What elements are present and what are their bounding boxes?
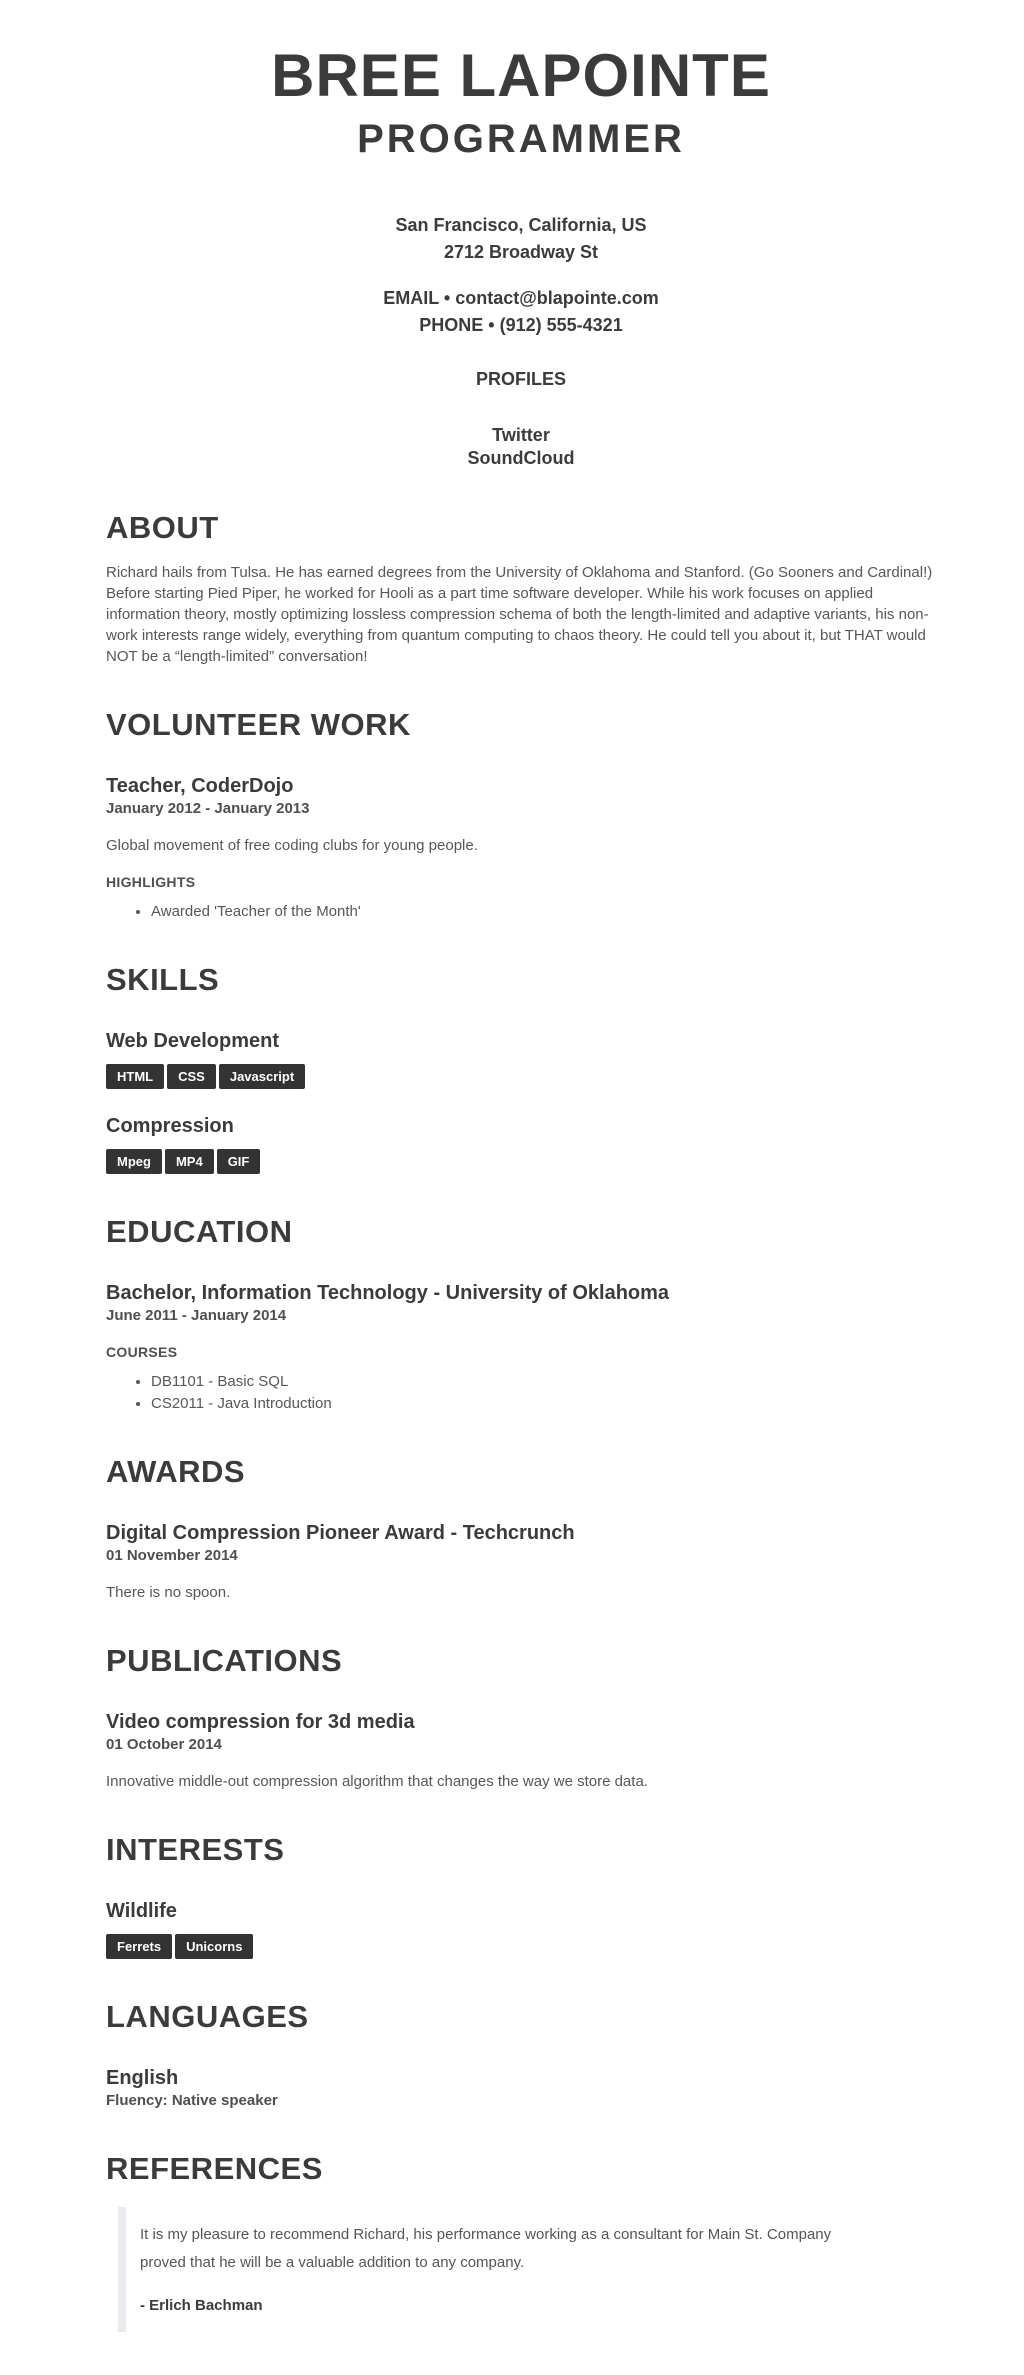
about-heading: ABOUT [106,510,219,545]
section-volunteer-work [106,707,936,922]
reference-blockquote [118,2207,936,2332]
education-heading: EDUCATION [106,1214,293,1249]
skill-keyword-chips [106,1149,936,1174]
skill-chip: MP4 [165,1149,214,1174]
contact-location: San Francisco, California, US [395,215,647,235]
skill-group-compression [106,1113,936,1174]
publication-item [106,1709,936,1792]
award-item [106,1520,936,1603]
education-item-title: Bachelor, Information Technology - University of Oklahoma [106,1282,670,1304]
skill-group-title: Compression [106,1115,234,1137]
volunteer-item-date: January 2012 - January 2013 [106,800,310,817]
education-item [106,1280,936,1414]
skill-chip: Javascript [219,1064,305,1089]
publication-item-title: Video compression for 3d media [106,1711,415,1733]
section-languages [106,1999,936,2111]
volunteer-item-title: Teacher, CoderDojo [106,775,294,797]
profile-links [106,424,936,470]
masthead [106,44,936,470]
section-publications [106,1643,936,1792]
references-heading: REFERENCES [106,2151,323,2186]
contact-street: 2712 Broadway St [443,242,599,262]
skill-chip: GIF [217,1149,261,1174]
section-about [106,510,936,667]
courses-list [106,1372,936,1414]
skill-group-title: Web Development [106,1030,279,1052]
section-interests [106,1832,936,1959]
profile-link-soundcloud[interactable]: SoundCloud [467,448,575,468]
skills-heading: SKILLS [106,962,220,997]
award-item-date: 01 November 2014 [106,1547,238,1564]
section-references [106,2151,936,2332]
about-text: Richard hails from Tulsa. He has earned degrees from the University of Oklahoma and Stanford. (Go Sooners and Cardinal!) Before starting Pied Piper, he worked for Hooli as a part time software developer. While his work focuses on applied information theory, mostly optimizing lossless compression schema of both the length-limited and adaptive variants, his non-work interests range widely, everything from quantum computing to chaos theory. He could tell you about it, but THAT would NOT be a “length-limited” conversation! [106,564,933,665]
language-fluency: Fluency: Native speaker [106,2092,278,2109]
interest-group-wildlife [106,1898,936,1959]
volunteer-heading: VOLUNTEER WORK [106,707,411,742]
skill-keyword-chips [106,1064,936,1089]
person-name: BREE LAPOINTE [271,42,771,109]
courses-label: COURSES [106,1344,178,1360]
contact-email-line: EMAIL • contact@blapointe.com [383,288,659,308]
course-item: • DB1101 - Basic SQL [151,1372,936,1392]
skill-group-web-development [106,1028,936,1089]
interests-heading: INTERESTS [106,1832,285,1867]
language-item [106,2065,936,2111]
publication-item-date: 01 October 2014 [106,1736,222,1753]
person-job-title: PROGRAMMER [357,117,685,161]
languages-heading: LANGUAGES [106,1999,309,2034]
skill-chip: CSS [167,1064,216,1089]
section-awards [106,1454,936,1603]
highlights-list [106,902,936,922]
interest-chip: Unicorns [175,1934,253,1959]
skill-chip: HTML [106,1064,164,1089]
volunteer-item [106,773,936,922]
highlights-label: HIGHLIGHTS [106,874,196,890]
awards-heading: AWARDS [106,1454,246,1489]
contact-block [106,212,936,470]
interest-group-title: Wildlife [106,1900,177,1922]
skill-chip: Mpeg [106,1149,162,1174]
contact-phone-line: PHONE • (912) 555-4321 [419,315,623,335]
interest-keyword-chips [106,1934,936,1959]
reference-quote-text: It is my pleasure to recommend Richard, his performance working as a consultant for Main St. Company proved that he will be a valuable addition to any company. [140,2226,832,2271]
award-item-title: Digital Compression Pioneer Award - Techcrunch [106,1522,575,1544]
reference-author: - Erlich Bachman [140,2297,263,2314]
highlight-item: • Awarded 'Teacher of the Month' [151,902,936,922]
course-item: • CS2011 - Java Introduction [151,1394,936,1414]
publication-item-description: Innovative middle-out compression algorithm that changes the way we store data. [106,1773,648,1790]
award-item-description: There is no spoon. [106,1584,231,1601]
section-education [106,1214,936,1414]
profiles-label: PROFILES [475,369,566,389]
volunteer-item-description: Global movement of free coding clubs for young people. [106,837,478,854]
education-item-date: June 2011 - January 2014 [106,1307,287,1324]
publications-heading: PUBLICATIONS [106,1643,343,1678]
language-name: English [106,2067,179,2089]
section-skills [106,962,936,1174]
profile-link-twitter[interactable]: Twitter [492,425,550,445]
interest-chip: Ferrets [106,1934,172,1959]
